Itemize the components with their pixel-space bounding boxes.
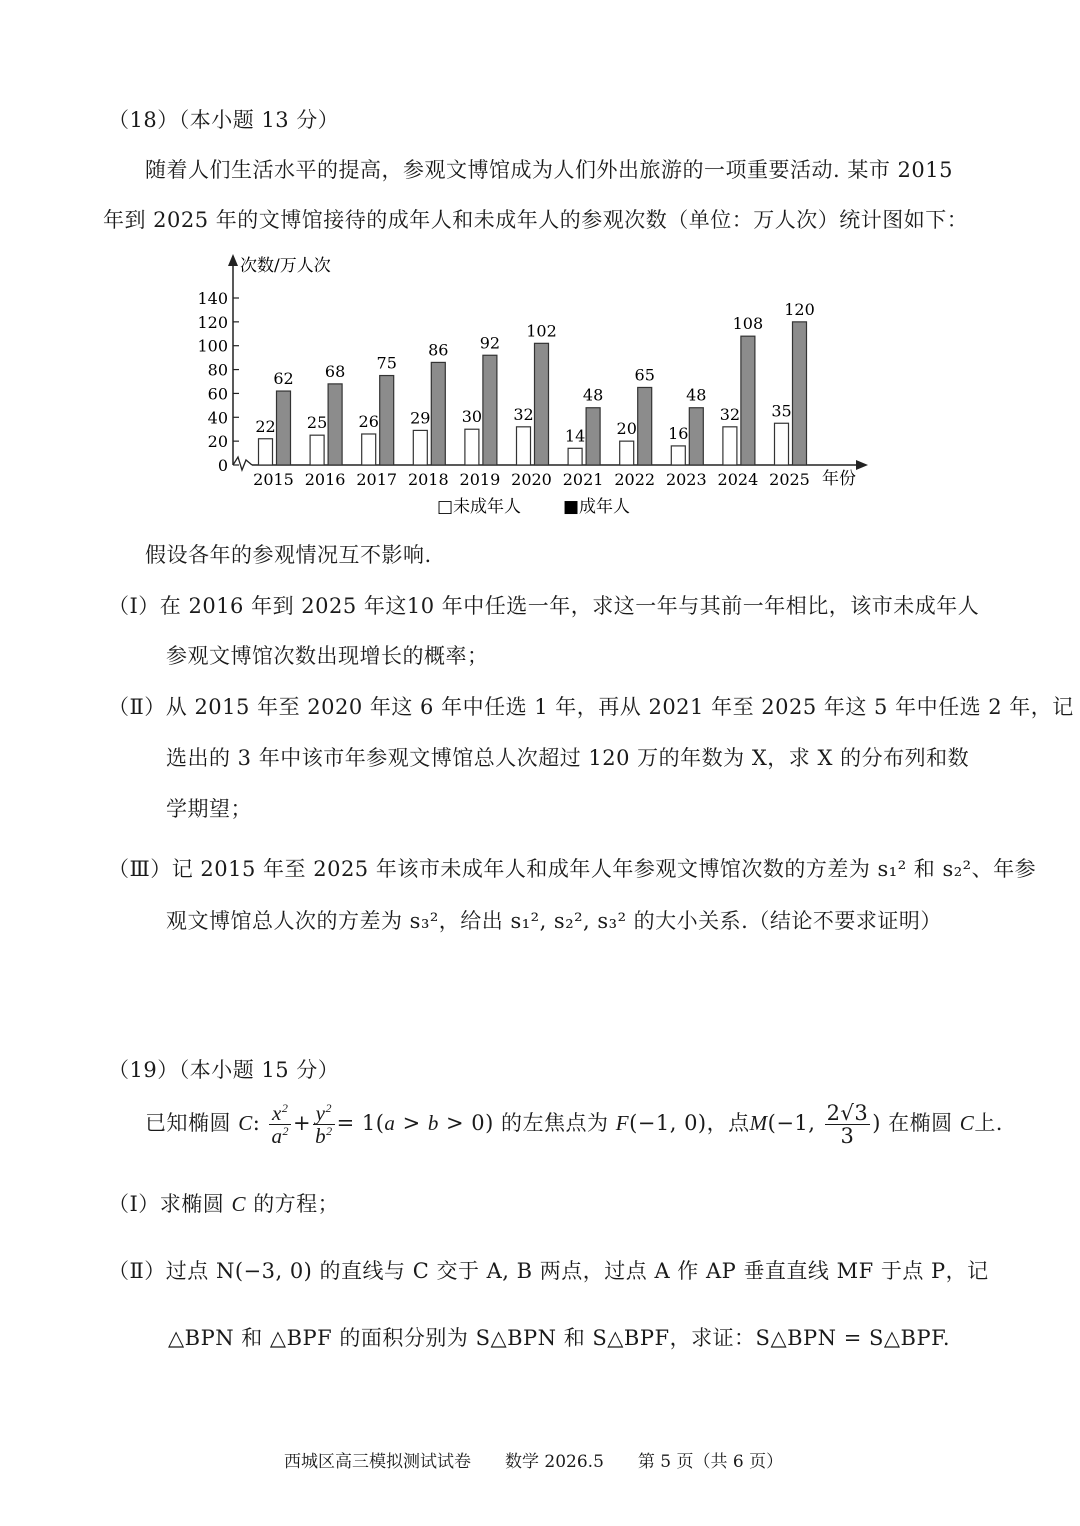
x-tick-label: 2022 [614, 470, 656, 489]
q18-part2-line2: 选出的 3 年中该市年参观文博馆总人次超过 120 万的年数为 X，求 X 的分布列和数 [166, 746, 970, 770]
x-tick-label: 2024 [717, 470, 759, 489]
data-label-adult: 102 [526, 321, 557, 341]
data-label-minor: 32 [513, 404, 534, 424]
y-tick-label: 40 [207, 408, 228, 428]
q19-given-e: 上. [974, 1111, 1003, 1136]
q18-intro-line1: 随着人们生活水平的提高，参观文博馆成为人们外出旅游的一项重要活动. 某市 2015 [145, 158, 953, 182]
bar-minor [517, 427, 531, 465]
bar-minor [723, 427, 737, 465]
q19-given-b: 的左焦点为 [501, 1111, 609, 1136]
x2-over-a2: $\frac{x^2}{a^2}$ [271, 1101, 289, 1149]
bar-adult [483, 355, 497, 465]
q19-part1: （Ⅰ）求椭圆 C 的方程； [108, 1192, 340, 1216]
data-label-adult: 62 [273, 369, 294, 389]
data-label-adult: 92 [479, 333, 501, 353]
x-tick-label: 2021 [562, 470, 604, 489]
x-tick-label: 2017 [356, 470, 398, 489]
q19-given-c: ，点 [706, 1111, 750, 1136]
q19-part2-line2: △BPN 和 △BPF 的面积分别为 S△BPN 和 S△BPF，求证：S△BPN = S△BPF. [168, 1326, 951, 1350]
y-axis-arrow [228, 254, 238, 266]
x-tick-label: 2025 [769, 470, 810, 489]
y-tick-label: 0 [217, 456, 228, 475]
data-label-minor: 35 [771, 401, 792, 421]
q18-assumption: 假设各年的参观情况互不影响. [145, 543, 432, 567]
x-tick-label: 2018 [407, 470, 449, 489]
q18-part1-line1: （Ⅰ）在 2016 年到 2025 年这10 年中任选一年，求这一年与其前一年相比，该市未成年人 [108, 594, 980, 618]
bar-adult [535, 343, 549, 465]
ellipse-name: C [238, 1111, 253, 1136]
data-label-adult: 65 [634, 365, 655, 385]
q19-part2-line1: （Ⅱ）过点 N(−3, 0) 的直线与 C 交于 A, B 两点，过点 A 作 AP 垂直直线 MF 于点 P，记 [108, 1259, 989, 1283]
x-tick-label: 2020 [511, 470, 552, 489]
legend-adult: ■成年人 [563, 497, 631, 517]
data-label-adult: 48 [582, 385, 604, 405]
q19-part1-b: 的方程； [253, 1192, 340, 1216]
x-tick-label: 2019 [459, 470, 501, 489]
y-tick-label: 140 [197, 289, 228, 308]
y-tick-label: 80 [207, 360, 228, 380]
y2-over-b2: $\frac{y^2}{b^2}$ [315, 1101, 333, 1149]
data-label-adult: 48 [686, 385, 707, 405]
legend-minor: □未成年人 [437, 497, 522, 517]
q18-part2-line1: （Ⅱ）从 2015 年至 2020 年这 6 年中任选 1 年，再从 2021 年至 2025 年这 5 年中任选 2 年，记 [108, 695, 1074, 719]
bar-minor [568, 448, 582, 465]
y-tick-label: 100 [197, 336, 228, 356]
q19-given: 已知椭圆 C: $\frac{x^2}{a^2}$ + $\frac{y^2}{b^2}$ = 1(a > b > 0) 的左焦点为 F(−1, 0)，点M(−1, $\frac{2√3}{3}$ ) 在椭圆 C上. [145, 1101, 1003, 1149]
axis-break-mark [233, 457, 252, 470]
bar-minor [413, 430, 427, 465]
q18-part1-line2: 参观文博馆次数出现增长的概率； [166, 644, 489, 668]
bar-minor [620, 441, 634, 465]
x-tick-label: 2023 [665, 470, 707, 489]
visitor-bar-chart [0, 0, 1080, 540]
q19-given-a: 已知椭圆 [145, 1111, 231, 1136]
y-tick-label: 60 [207, 384, 228, 404]
data-label-adult: 120 [784, 299, 815, 319]
bar-adult [741, 336, 755, 465]
data-label-minor: 29 [410, 408, 431, 428]
data-label-minor: 22 [255, 416, 276, 436]
data-label-minor: 16 [668, 423, 689, 443]
x-tick-label: 2015 [253, 470, 294, 489]
q19-given-d: 在椭圆 [888, 1111, 953, 1136]
bar-minor [671, 446, 685, 465]
data-label-adult: 75 [376, 353, 397, 373]
y-tick-label: 20 [207, 432, 228, 452]
q19-part1-a: （Ⅰ）求椭圆 [108, 1192, 225, 1216]
bar-adult [793, 322, 807, 465]
data-label-adult: 86 [428, 340, 449, 360]
two-root3-over-3: $\frac{2√3}{3}$ [826, 1101, 869, 1149]
bar-minor [362, 434, 376, 465]
data-label-adult: 108 [732, 314, 764, 334]
data-label-minor: 25 [306, 413, 328, 433]
x-tick-label: 2016 [304, 470, 346, 489]
y-axis-title: 次数/万人次 [240, 256, 331, 276]
y-tick-label: 120 [197, 312, 228, 332]
bar-minor [465, 429, 479, 465]
bar-adult [277, 391, 291, 465]
q19-header: （19）（本小题 15 分） [108, 1058, 340, 1082]
data-label-minor: 32 [719, 404, 741, 424]
bar-adult [431, 362, 445, 465]
q18-part3-line1: （Ⅲ）记 2015 年至 2025 年该市未成年人和成年人年参观文博馆次数的方差为 s₁² 和 s₂²、年参 [108, 857, 1037, 881]
bar-minor [259, 439, 273, 465]
bar-adult [380, 376, 394, 465]
bar-adult [586, 408, 600, 465]
bar-adult [328, 384, 342, 465]
bar-minor [775, 423, 789, 465]
q18-part2-line3: 学期望； [166, 797, 252, 821]
data-label-minor: 30 [461, 407, 483, 427]
data-label-minor: 14 [564, 426, 586, 446]
data-label-minor: 20 [616, 419, 637, 439]
data-label-adult: 68 [324, 361, 346, 381]
q18-intro-line2: 年到 2025 年的文博馆接待的成年人和未成年人的参观次数（单位：万人次）统计图如下： [103, 208, 969, 232]
q18-part3-line2: 观文博馆总人次的方差为 s₃²，给出 s₁², s₂², s₃² 的大小关系.（结论不要求证明） [166, 909, 942, 933]
bar-adult [689, 408, 703, 465]
bar-adult [638, 387, 652, 465]
q18-header: （18）（本小题 13 分） [108, 108, 340, 132]
x-axis-title: 年份 [822, 469, 856, 489]
page-footer: 西城区高三模拟测试试卷 数学 2026.5 第 5 页（共 6 页） [284, 1452, 784, 1472]
bar-minor [310, 435, 324, 465]
x-axis-arrow [856, 460, 868, 470]
data-label-minor: 26 [358, 411, 379, 431]
